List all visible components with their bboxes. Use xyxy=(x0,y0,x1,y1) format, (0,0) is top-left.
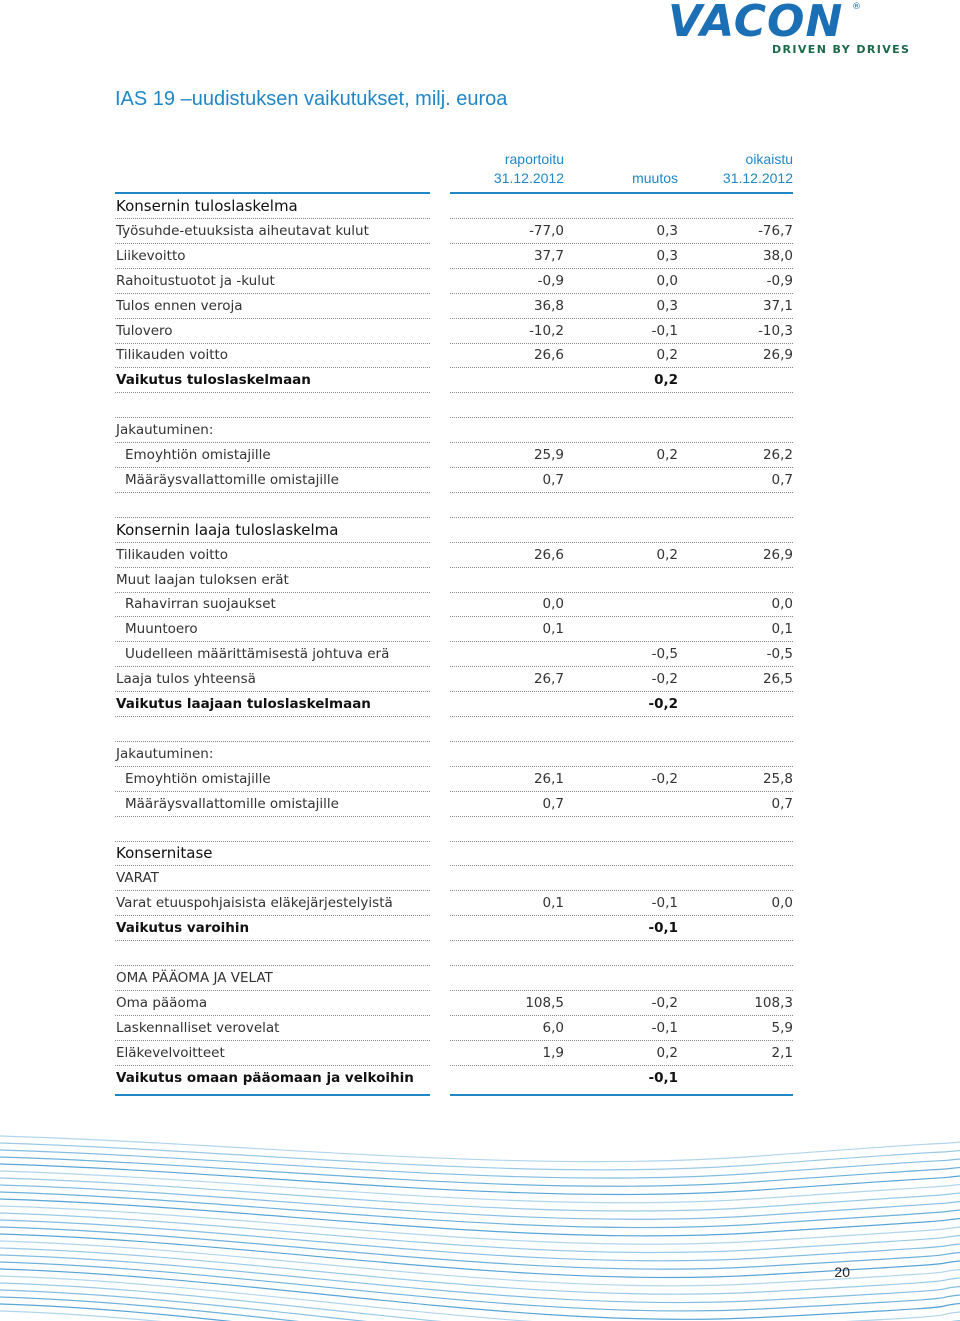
row-label: Emoyhtiön omistajille xyxy=(125,770,271,787)
reported-value: 0,1 xyxy=(542,621,564,638)
page-number: 20 xyxy=(834,1264,850,1280)
table-row xyxy=(115,792,793,817)
table-row xyxy=(115,667,793,692)
table-row xyxy=(115,692,793,717)
row-label: VARAT xyxy=(116,870,159,887)
table-row xyxy=(115,592,793,617)
change-value: 0,2 xyxy=(654,372,678,389)
change-value: -0,1 xyxy=(651,1019,678,1036)
adjusted-value: 0,0 xyxy=(771,895,793,912)
row-label: Konsernin tuloslaskelma xyxy=(116,197,298,215)
row-label: Konsernin laaja tuloslaskelma xyxy=(116,520,339,539)
table-row xyxy=(115,269,793,294)
row-label: Määräysvallattomille omistajille xyxy=(125,471,339,488)
table-row xyxy=(115,767,793,792)
adjusted-value: 108,3 xyxy=(754,994,793,1011)
table-row xyxy=(115,642,793,667)
adjusted-value: 26,9 xyxy=(762,546,793,563)
adjusted-value: 26,5 xyxy=(762,671,793,688)
col-header-adjusted xyxy=(693,150,793,188)
change-value: 0,0 xyxy=(656,272,678,289)
adjusted-value: 25,8 xyxy=(762,770,793,787)
change-value: 0,3 xyxy=(656,222,678,239)
table-row xyxy=(115,1066,793,1091)
adjusted-value: 38,0 xyxy=(762,247,793,264)
decorative-wave-lines xyxy=(0,1128,960,1321)
adjusted-value: 37,1 xyxy=(762,297,793,314)
wave-line xyxy=(0,1213,960,1253)
adjusted-value: 26,2 xyxy=(762,447,793,463)
row-label: Laskennalliset verovelat xyxy=(116,1019,280,1036)
table-row xyxy=(115,393,793,418)
col-header-reported-line2: 31.12.2012 xyxy=(493,170,564,186)
reported-value: 26,1 xyxy=(533,770,564,787)
table-row xyxy=(115,841,793,866)
logo-wordmark: VACON xyxy=(668,0,844,47)
reported-value: -0,9 xyxy=(537,272,564,289)
reported-value: 6,0 xyxy=(542,1019,564,1036)
row-label: Rahavirran suojaukset xyxy=(125,596,276,613)
reported-value: 1,9 xyxy=(542,1044,564,1061)
change-value: -0,5 xyxy=(651,646,678,663)
change-value: -0,2 xyxy=(651,770,678,787)
table-row xyxy=(115,343,793,368)
reported-value: 26,6 xyxy=(533,546,564,563)
adjusted-value: 5,9 xyxy=(771,1019,793,1036)
row-label: Vaikutus varoihin xyxy=(116,920,250,937)
table-row xyxy=(115,941,793,966)
row-label: Määräysvallattomille omistajille xyxy=(125,795,339,812)
wave-line xyxy=(0,1185,960,1219)
col-header-reported-line1: raportoitu xyxy=(504,151,564,167)
row-label: Vaikutus omaan pääomaan ja velkoihin xyxy=(116,1069,414,1086)
table-row xyxy=(115,518,793,543)
table-row xyxy=(115,368,793,393)
page-title: IAS 19 –uudistuksen vaikutukset, milj. euroa xyxy=(115,88,508,110)
row-label: Oma pääoma xyxy=(116,994,208,1011)
change-value: -0,1 xyxy=(651,895,678,912)
table-row xyxy=(115,991,793,1016)
change-value: -0,2 xyxy=(651,671,678,688)
table-row xyxy=(115,219,793,244)
table-row xyxy=(115,1041,793,1066)
table-row xyxy=(115,866,793,891)
row-label: Liikevoitto xyxy=(116,247,186,264)
reported-value: 0,7 xyxy=(542,795,564,812)
logo-tagline: DRIVEN BY DRIVES xyxy=(772,43,911,56)
change-value: 0,2 xyxy=(656,1044,678,1061)
reported-value: -77,0 xyxy=(529,222,564,239)
table-row xyxy=(115,294,793,319)
table-row xyxy=(115,617,793,642)
adjusted-value: 0,7 xyxy=(771,471,793,488)
reported-value: 25,9 xyxy=(533,447,564,463)
table-row xyxy=(115,244,793,269)
adjusted-value: 0,7 xyxy=(771,795,793,812)
reported-value: 108,5 xyxy=(525,994,564,1011)
change-value: -0,1 xyxy=(648,920,678,937)
table-row xyxy=(115,194,793,219)
row-label: Tilikauden voitto xyxy=(116,546,229,563)
table-bottom-rule-left xyxy=(115,1094,430,1096)
reported-value: 37,7 xyxy=(533,247,564,264)
row-label: Työsuhde-etuuksista aiheutavat kulut xyxy=(116,222,369,239)
col-header-change: muutos xyxy=(632,170,678,186)
reported-value: 0,0 xyxy=(542,596,564,613)
row-label: Rahoitustuotot ja -kulut xyxy=(116,272,275,289)
row-label: Konsernitase xyxy=(116,844,213,863)
table-row xyxy=(115,568,793,593)
row-label: OMA PÄÄOMA JA VELAT xyxy=(116,969,273,986)
row-label: Jakautuminen: xyxy=(116,745,214,762)
row-label: Laaja tulos yhteensä xyxy=(116,671,256,688)
adjusted-value: -10,3 xyxy=(758,322,793,339)
adjusted-value: 0,1 xyxy=(771,621,793,638)
adjusted-value: -76,7 xyxy=(758,222,793,239)
change-value: 0,3 xyxy=(656,247,678,264)
row-label: Tilikauden voitto xyxy=(116,347,229,364)
table-row xyxy=(115,319,793,344)
change-value: -0,1 xyxy=(651,322,678,339)
row-label: Tulos ennen veroja xyxy=(116,297,243,314)
table-row xyxy=(115,493,793,518)
wave-line xyxy=(0,1269,960,1319)
vacon-logo xyxy=(668,0,911,56)
col-header-adjusted-line2: 31.12.2012 xyxy=(722,170,793,186)
wave-line xyxy=(0,1136,960,1162)
row-label: Jakautuminen: xyxy=(116,422,214,439)
wave-line xyxy=(0,1157,960,1186)
change-value: -0,1 xyxy=(648,1069,678,1086)
reported-value: 36,8 xyxy=(533,297,564,314)
reported-value: -10,2 xyxy=(529,322,564,339)
table-row xyxy=(115,717,793,742)
col-header-adjusted-line1: oikaistu xyxy=(745,151,793,167)
row-label: Tulovero xyxy=(116,322,173,339)
row-label: Muut laajan tuloksen erät xyxy=(116,571,289,588)
table-row xyxy=(115,418,793,443)
col-header-reported xyxy=(464,150,564,188)
table-row xyxy=(115,817,793,842)
reported-value: 0,1 xyxy=(542,895,564,912)
row-label: Vaikutus tuloslaskelmaan xyxy=(116,372,311,389)
table-bottom-rule-right xyxy=(450,1094,793,1096)
table-row xyxy=(115,443,793,468)
change-value: 0,3 xyxy=(656,297,678,314)
reported-value: 0,7 xyxy=(542,471,564,488)
row-label: Muuntoero xyxy=(125,621,198,638)
adjusted-value: -0,9 xyxy=(766,272,793,289)
table-row xyxy=(115,468,793,493)
row-label: Vaikutus laajaan tuloslaskelmaan xyxy=(116,696,371,712)
table-row xyxy=(115,1016,793,1041)
adjusted-value: -0,5 xyxy=(766,646,793,663)
adjusted-value: 2,1 xyxy=(771,1044,793,1061)
adjusted-value: 26,9 xyxy=(762,347,793,364)
change-value: -0,2 xyxy=(651,994,678,1011)
change-value: 0,2 xyxy=(656,447,678,463)
table-row xyxy=(115,742,793,767)
reported-value: 26,7 xyxy=(533,671,564,688)
row-label: Emoyhtiön omistajille xyxy=(125,447,271,463)
wave-line xyxy=(0,1199,960,1236)
row-label: Varat etuuspohjaisista eläkejärjestelyistä xyxy=(116,895,393,912)
change-value: 0,2 xyxy=(656,546,678,563)
reported-value: 26,6 xyxy=(533,347,564,364)
adjusted-value: 0,0 xyxy=(771,596,793,613)
registered-mark: ® xyxy=(852,2,861,12)
table-row xyxy=(115,543,793,568)
row-label: Uudelleen määrittämisestä johtuva erä xyxy=(125,646,390,663)
change-value: 0,2 xyxy=(656,347,678,364)
table-row xyxy=(115,966,793,991)
table-row xyxy=(115,916,793,941)
wave-line xyxy=(0,1192,960,1228)
row-label: Eläkevelvoitteet xyxy=(116,1044,225,1061)
change-value: -0,2 xyxy=(648,696,678,712)
wave-line xyxy=(0,1220,960,1261)
table-row xyxy=(115,891,793,916)
